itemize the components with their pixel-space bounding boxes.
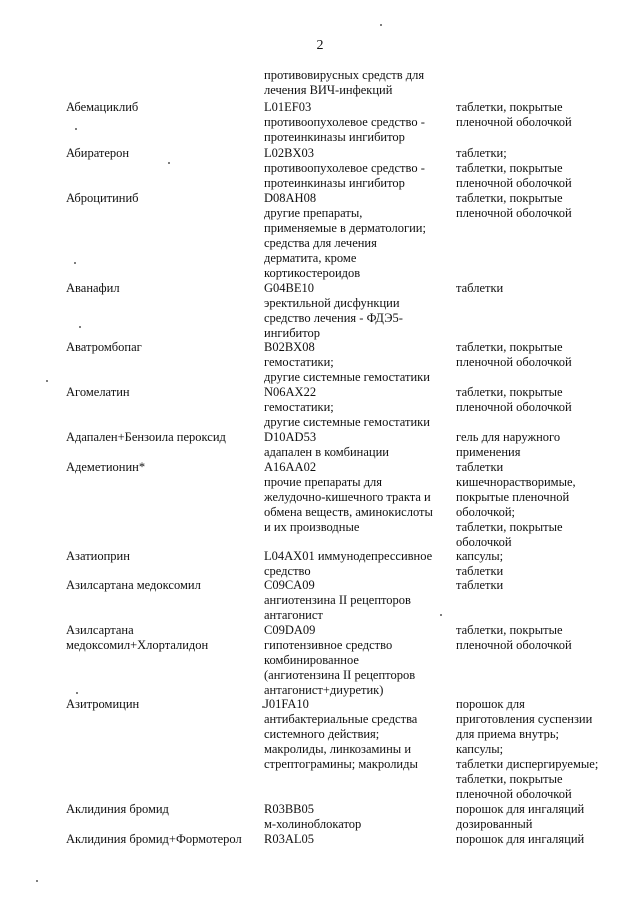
scan-speck	[36, 880, 38, 882]
drug-name: Абемациклиб	[66, 100, 139, 114]
atc-code-group: L04AX01 иммунодепрессивное средство	[264, 549, 433, 578]
atc-code-group: G04BE10 эректильной дисфункции средство лечения - ФДЭ5- ингибитор	[264, 281, 403, 340]
page-number: 2	[316, 38, 324, 53]
scan-speck	[75, 128, 77, 130]
drug-name: Аватромбопаг	[66, 340, 142, 354]
dosage-form: таблетки, покрытые пленочной оболочкой	[456, 623, 572, 652]
scan-speck	[76, 692, 78, 694]
scan-speck	[46, 380, 48, 382]
drug-name: Аванафил	[66, 281, 120, 295]
drug-name: Адеметионин*	[66, 460, 146, 474]
dosage-form: порошок для приготовления суспензии для приема внутрь; капсулы; таблетки диспергируемые; таблетки, покрытые пленочной оболочкой	[456, 697, 599, 801]
drug-name: Азатиоприн	[66, 549, 130, 563]
drug-name: Аброцитиниб	[66, 191, 139, 205]
atc-code-group: L02BX03 противоопухолевое средство - протеинкиназы ингибитор	[264, 146, 425, 190]
scan-speck	[74, 262, 76, 264]
atc-code-group: D08AH08 другие препараты, применяемые в дерматологии; средства для лечения дерматита, кроме кортикостероидов	[264, 191, 426, 280]
drug-name: Адапален+Бензоила пероксид	[66, 430, 226, 444]
dosage-form: гель для наружного применения	[456, 430, 561, 459]
atc-code-group: C09DA09 гипотензивное средство комбинированное (ангиотензина II рецепторов антагонист+диуретик)	[264, 623, 416, 697]
drug-name: Азитромицин	[66, 697, 140, 711]
atc-code-group: L01EF03 противоопухолевое средство - протеинкиназы ингибитор	[264, 100, 425, 144]
drug-name: Азилсартана медоксомил	[66, 578, 201, 592]
atc-code-group: C09CA09 ангиотензина II рецепторов антагонист	[264, 578, 411, 622]
scan-speck	[380, 24, 382, 26]
dosage-form: таблетки, покрытые пленочной оболочкой	[456, 340, 572, 369]
drug-name: Абиратерон	[66, 146, 130, 160]
dosage-form: таблетки	[456, 281, 504, 295]
dosage-form: таблетки	[456, 578, 504, 592]
atc-code-group: D10AD53 адапален в комбинации	[264, 430, 389, 459]
dosage-form: порошок для ингаляций	[456, 832, 585, 846]
atc-code-group: B02BX08 гемостатики; другие системные гемостатики	[264, 340, 430, 384]
continued-description-line: лечения ВИЧ-инфекций	[264, 83, 393, 97]
dosage-form: таблетки, покрытые пленочной оболочкой	[456, 191, 572, 220]
drug-name: Азилсартана медоксомил+Хлорталидон	[66, 623, 209, 652]
scan-speck	[262, 706, 264, 708]
continued-description-line: противовирусных средств для	[264, 68, 425, 82]
drug-name: Аклидиния бромид+Формотерол	[66, 832, 242, 846]
scan-speck	[168, 162, 170, 164]
scan-speck	[79, 326, 81, 328]
atc-code-group: J01FA10 антибактериальные средства системного действия; макролиды, линкозамины и стрептограмины; макролиды	[264, 697, 418, 771]
dosage-form: порошок для ингаляций дозированный	[456, 802, 585, 831]
dosage-form: таблетки, покрытые пленочной оболочкой	[456, 100, 572, 129]
dosage-form: таблетки, покрытые пленочной оболочкой	[456, 385, 572, 414]
scan-speck	[440, 614, 442, 616]
atc-code-group: R03BB05 м-холиноблокатор	[264, 802, 362, 831]
atc-code-group: R03AL05	[264, 832, 314, 846]
drug-name: Агомелатин	[66, 385, 130, 399]
atc-code-group: N06AX22 гемостатики; другие системные гемостатики	[264, 385, 430, 429]
atc-code-group: A16AA02 прочие препараты для желудочно-кишечного тракта и обмена веществ, аминокислоты и их производные	[264, 460, 433, 534]
dosage-form: капсулы; таблетки	[456, 549, 504, 578]
dosage-form: таблетки кишечнорастворимые, покрытые пленочной оболочкой; таблетки, покрытые оболочкой	[456, 460, 576, 549]
drug-name: Аклидиния бромид	[66, 802, 169, 816]
continued-description	[264, 68, 454, 98]
dosage-form: таблетки; таблетки, покрытые пленочной оболочкой	[456, 146, 572, 190]
